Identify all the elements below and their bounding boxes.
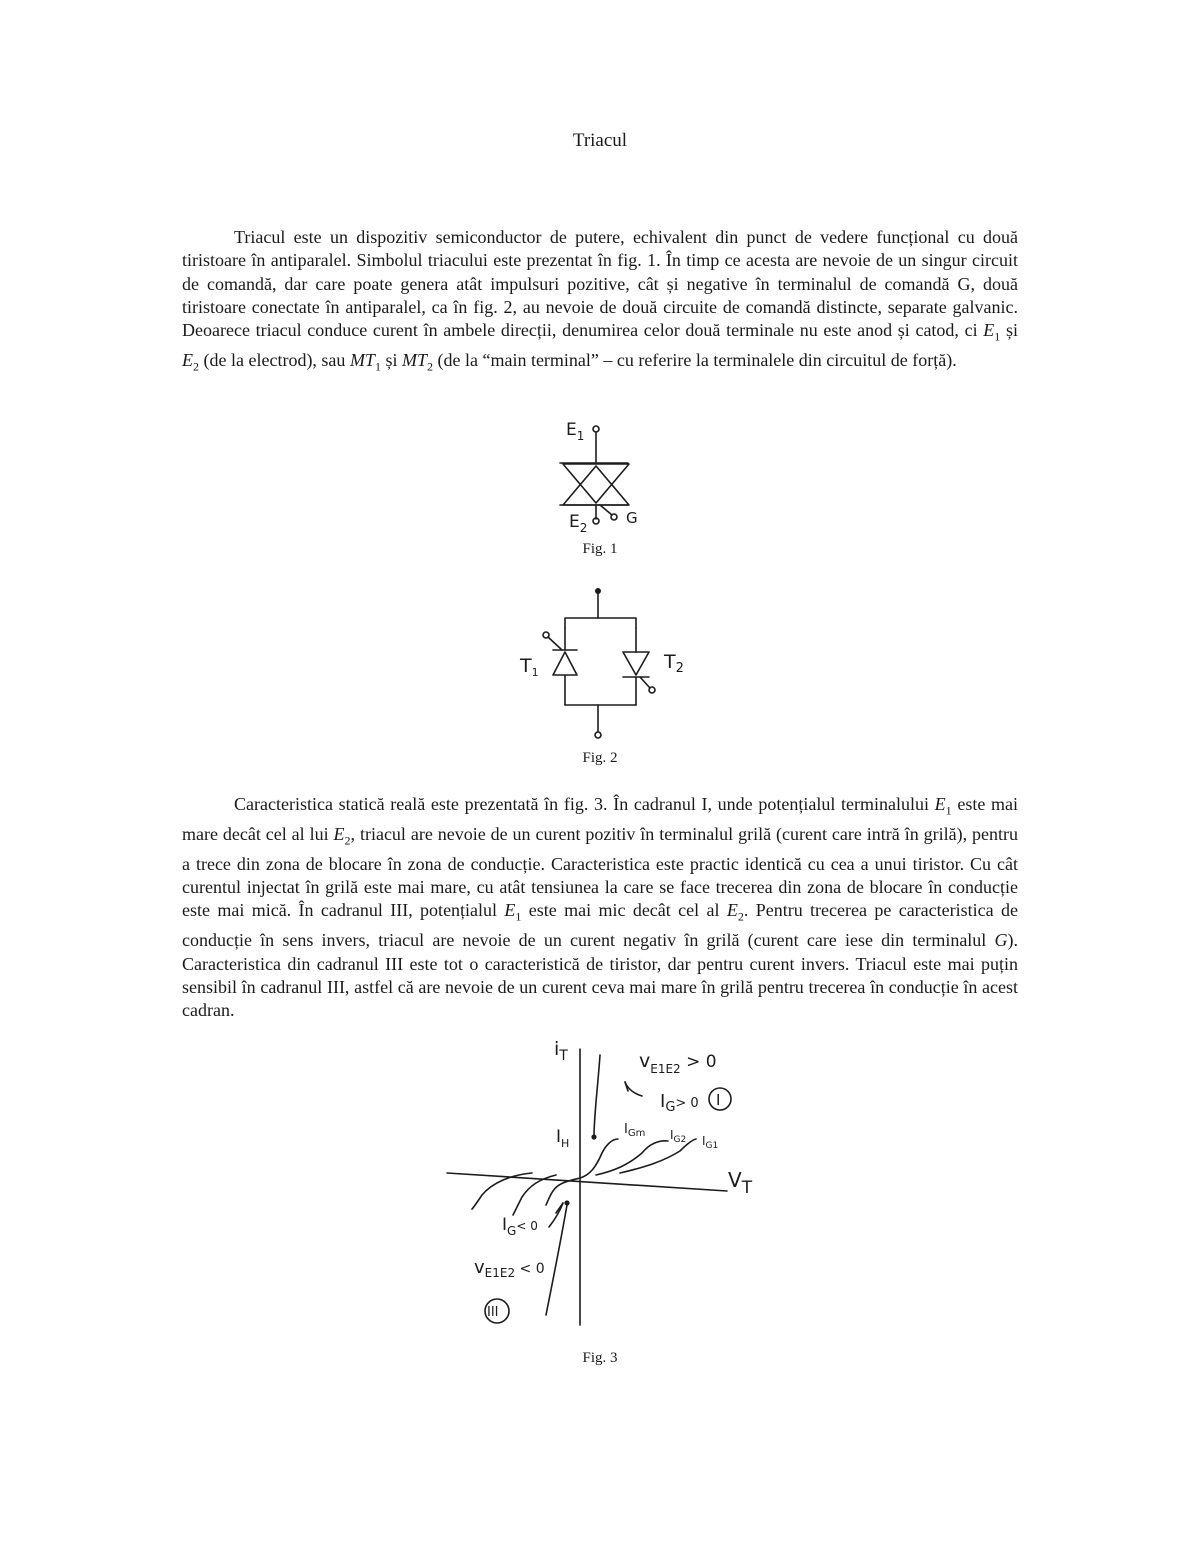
text-run: și	[1000, 320, 1018, 341]
upper-diode-triangle	[563, 464, 629, 503]
math-symbol: E	[726, 900, 738, 921]
label-ih: $I_H$	[556, 1127, 570, 1150]
figure-1-caption: Fig. 1	[582, 541, 618, 557]
page-title: Triacul	[572, 130, 628, 151]
label-e1: $E_1$	[566, 420, 585, 443]
math-symbol: E	[504, 900, 516, 921]
math-subscript: 2	[193, 359, 199, 374]
text-run: și	[380, 350, 402, 371]
text-run: . Pentru trecerea pe caracteristica de conducție în sens invers, triacul are nevoie de un curent negativ în grilă (curent care iese din terminalul	[182, 900, 1018, 951]
math-symbol: MT	[401, 350, 427, 371]
label-v-positive: $v_{E1E2} > 0$	[639, 1050, 717, 1076]
math-subscript: 1	[994, 329, 1001, 344]
paragraph-intro	[182, 226, 1018, 379]
math-subscript: 1	[515, 909, 522, 924]
label-t2: $T_2$	[664, 651, 684, 676]
math-subscript: 1	[945, 803, 952, 818]
math-symbol: E	[333, 823, 345, 844]
math-subscript: 2	[737, 909, 744, 924]
label-g: G	[626, 509, 638, 527]
math-subscript: 2	[344, 833, 351, 848]
paragraph-static-characteristic	[182, 793, 1018, 1022]
terminal-e1-dot	[593, 426, 599, 432]
label-quadrant-3: III	[487, 1305, 499, 1320]
label-ig-negative: $I_G^{< 0}$	[502, 1215, 538, 1238]
math-subscript: 1	[374, 359, 381, 374]
text-run: este mai mic decât cel al	[521, 900, 727, 921]
math-symbol: E	[182, 350, 193, 371]
label-igm: $I_{Gm}$	[624, 1122, 646, 1139]
lower-diode-triangle	[563, 466, 629, 505]
figure-3-caption: Fig. 3	[582, 1350, 618, 1366]
figure-3-static-characteristic	[0, 1025, 1200, 1335]
thyristor-t2-triangle	[623, 652, 649, 675]
text-run: (de la “main terminal” – cu referire la terminalele din circuitul de forță).	[432, 350, 957, 371]
terminal-g-dot	[611, 514, 617, 520]
curve-q3-2	[513, 1175, 556, 1215]
conduction-curve-q3	[546, 1205, 567, 1315]
label-e2: $E_2$	[569, 512, 588, 535]
text-run: ). Caracteristica din cadranul III este tot o caracteristică de tiristor, dar pentru curent invers. Triacul este mai puțin sensibil în cadranul III, astfel că are nevoie de un curent ceva mai mare în grilă pentru trecerea în conducție în acest cadran.	[182, 930, 1018, 1021]
math-subscript: 2	[426, 359, 433, 374]
math-symbol: G	[994, 930, 1008, 951]
thyristor-t1-triangle	[553, 652, 577, 675]
label-ig2: $I_{G2}$	[670, 1128, 687, 1145]
text-run: Caracteristica statică reală este prezentată în fig. 3. În cadranul I, unde potențialul terminalului	[234, 794, 935, 814]
label-t1: $T_1$	[520, 655, 539, 679]
label-quadrant-1: I	[716, 1091, 721, 1109]
text-run: Triacul este un dispozitiv semiconductor de putere, echivalent din punct de vedere funcțional cu două tiristoare în antiparalel. Simbolul triacului este prezentat în fig. 1. În timp ce acesta are nevoie de un singur circuit de comandă, dar care poate genera atât impulsuri pozitive, cât și negative în terminalul de comandă G, două tiristoare conectate în antiparalel, ca în fig. 2, au nevoie de două circuite de comandă distincte, separate galvanic. Deoarece triacul conduce curent în ambele direcții, denumirea celor două terminale nu este anod și catod, ci	[182, 227, 1018, 341]
curve-igm	[580, 1139, 618, 1178]
text-run: , triacul are nevoie de un curent pozitiv în terminalul grilă (curent care intră în grilă), pentru a trece din zona de blocare în zona de conducție. Caracteristica este practic identică cu cea a unui tiristor. Cu cât curentul injectat în grilă este mai mare, cu atât tensiunea la care se face trecerea din zona de blocare în conducție este mai mică. În cadranul III, potențialul	[182, 823, 1018, 921]
curve-q3-1	[546, 1178, 580, 1205]
label-ig1: $I_{G1}$	[702, 1134, 719, 1151]
label-vt: $V_T$	[728, 1168, 753, 1198]
math-symbol: E	[983, 320, 995, 341]
label-v-negative: $v_{E1E2}$ $^{< 0}$	[474, 1257, 545, 1280]
figure-2-antiparallel-thyristors	[0, 580, 1200, 745]
text-run: (de la electrod), sau	[199, 350, 350, 371]
math-symbol: E	[934, 794, 946, 814]
text-run: este mai mare decât cel al lui	[182, 794, 1018, 844]
label-it: $i_T$	[554, 1038, 568, 1064]
math-symbol: MT	[349, 350, 375, 371]
label-ig-positive: $I_G^{> 0}$	[660, 1091, 699, 1115]
figure-2-caption: Fig. 2	[582, 750, 618, 766]
conduction-curve-q1	[594, 1055, 600, 1137]
figure-1-triac-symbol	[0, 415, 1200, 545]
